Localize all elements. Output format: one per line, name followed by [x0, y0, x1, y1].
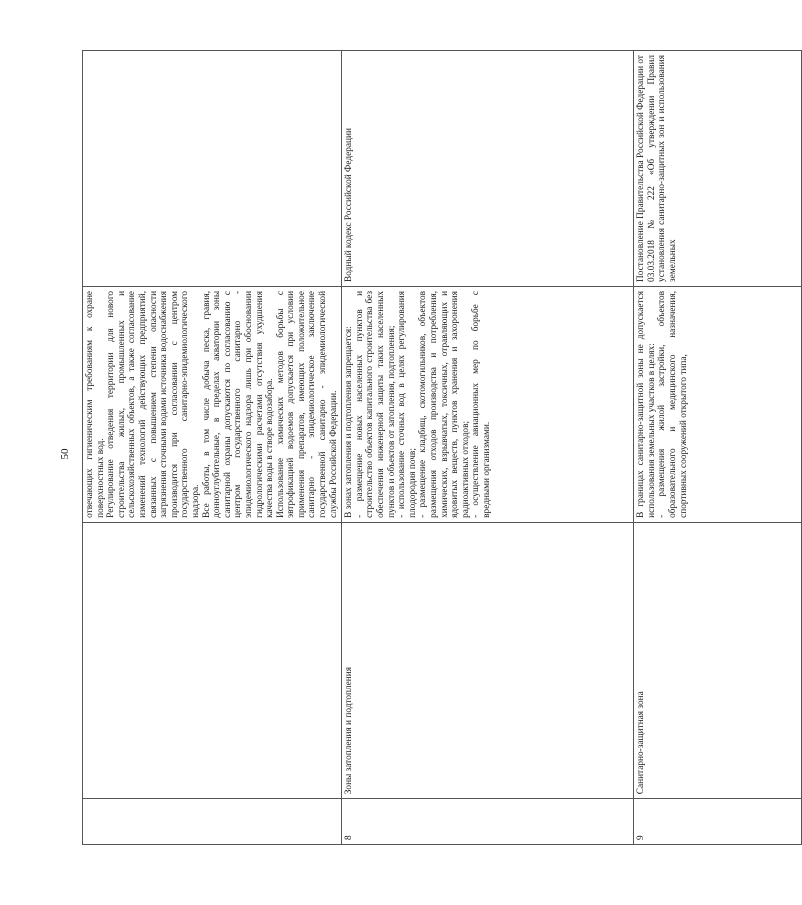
row-number-cell [83, 799, 342, 845]
row-number-cell [342, 799, 634, 845]
requirement-paragraph: - размещение кладбищ, скотомогильников, объектов размещения отходов производства и потребления, химических, взрывчатых, токсичных, отравляющих и ядовитых веществ, пунктов хранения и захоронения радиоактивных отходов; [418, 290, 471, 518]
requirement-paragraph: Использование химических методов борьбы с эвтрофикацией водоемов допускается при условии применения препаратов, имеющих положительное санитарно - эпидемиологическое заключение государственной санитарно - эпидемиологической службы Российской Федерации. [275, 290, 339, 518]
zone-name-cell [83, 522, 342, 798]
row-number-cell [634, 799, 802, 845]
legal-document-cell [634, 51, 802, 287]
requirement-paragraph: Все работы, в том числе добыча песка, гравия, донноуглубительные, в пределах акватории зоны санитарной охраны допускаются по согласованию с центром государственного санитарно - эпидемиологического надзора лишь при обосновании гидрологическими расчетами отсутствия ухудшения качества воды в створе водозабора. [201, 290, 276, 518]
requirement-paragraph: - осуществление авиационных мер по борьбе с вредными организмами. [471, 290, 492, 518]
zone-name: Зоны затопления и подтопления [344, 667, 355, 795]
rotated-page-content [82, 50, 689, 845]
page-number: 50 [59, 448, 71, 460]
requirements-cell [83, 286, 342, 522]
requirement-paragraph: - размещения жилой застройки, объектов образовательного и медицинского назначения, спортивных сооружений открытого типа, [657, 290, 689, 518]
legal-document: Водный кодекс Российской Федерации [344, 128, 355, 282]
requirement-paragraph: отвечающих гигиеническим требованиям к охране поверхностных вод. [85, 290, 106, 518]
table-row [342, 51, 634, 845]
table-row [83, 51, 342, 845]
zone-name-cell [634, 522, 802, 798]
requirement-paragraph: В зонах затопления и подтопления запрещается: [344, 326, 355, 518]
requirement-paragraph: В границах санитарно-защитной зоны не допускается использования земельных участков в целях: [636, 290, 657, 518]
zone-name: Санитарно-защитная зона [636, 691, 647, 795]
legal-document-cell [83, 51, 342, 287]
requirements-cell [634, 286, 802, 522]
requirement-paragraph: Регулирование отведения территории для нового строительства жилых, промышленных и сельскохозяйственных объектов, а также согласование изменений технологий действующих предприятий, связанных с повышением степени опасности загрязнения сточными водами источника водоснабжения производится при согласовании с центром государственного санитарно-эпидемиологического надзора. [106, 290, 201, 518]
row-number: 9 [636, 835, 647, 840]
row-number: 8 [344, 835, 355, 840]
legal-document: Постановление Правительства Российской Федерации от 03.03.2018 № 222 «Об утверждении Правил установления санитарно-защитных зон и использования земельных [636, 55, 679, 282]
requirement-paragraph: - использование сточных вод в целях регулирования плодородия почв; [397, 290, 418, 518]
zone-name-cell [342, 522, 634, 798]
requirements-cell [342, 286, 634, 522]
requirement-paragraph: - размещение новых населенных пунктов и строительство объектов капитального строительства без обеспечения инженерной защиты таких населенных пунктов и объектов от затопления, подтопления; [354, 290, 397, 518]
restrictions-table [82, 50, 802, 845]
legal-document-cell [342, 51, 634, 287]
table-row [634, 51, 802, 845]
